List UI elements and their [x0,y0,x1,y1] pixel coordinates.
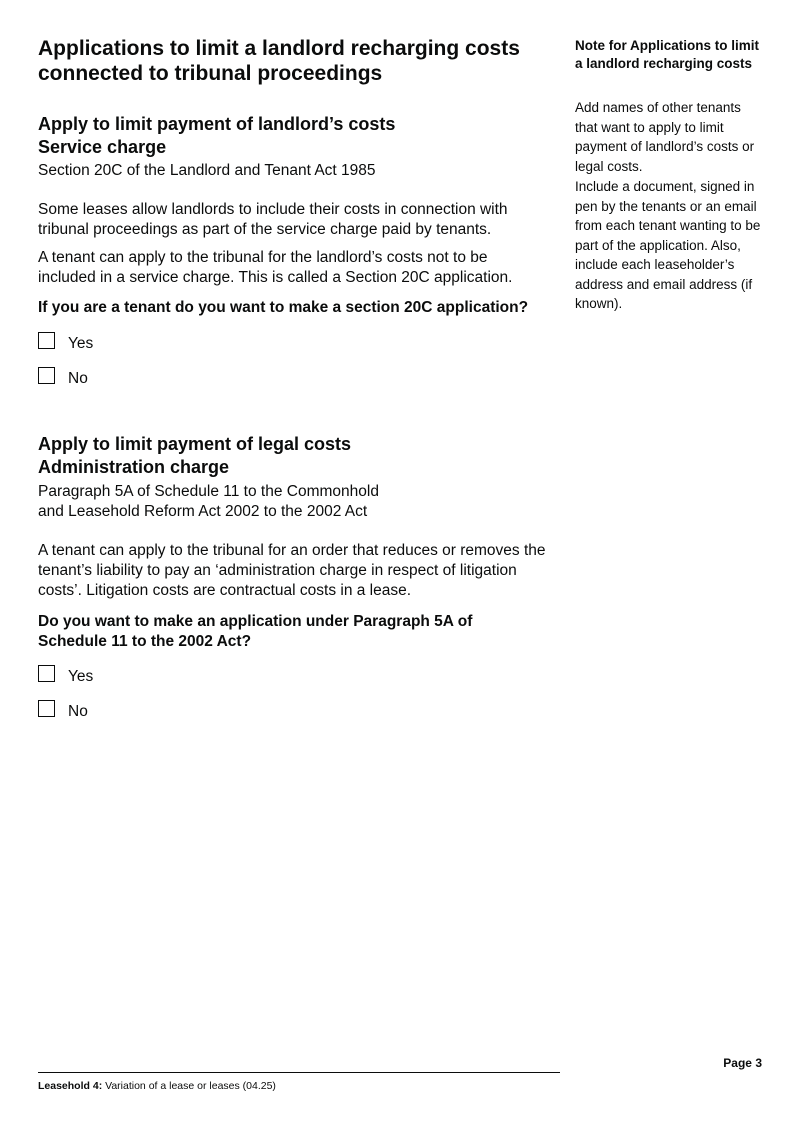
section1-no-label: No [68,370,88,387]
section1-subheading: Section 20C of the Landlord and Tenant Act 1985 [38,162,376,179]
footer-form-desc: Variation of a lease or leases (04.25) [105,1080,276,1092]
section2-para1: A tenant can apply to the tribunal for an order that reduces or removes the tenant’s liability to pay an ‘administration charge in respect of litigation costs’. Litigation costs are contractual costs in a lease. [38,542,546,599]
footer [38,1079,276,1093]
footer-form-name: Leasehold 4: [38,1080,103,1092]
section2-no-label: No [68,703,88,720]
section2-no-checkbox[interactable] [38,700,55,717]
page-title: Applications to limit a landlord recharging costs connected to tribunal proceedings [38,37,520,85]
page-number: Page 3 [723,1056,762,1070]
section2-heading-sub: Administration charge [38,457,230,477]
section2-yes-label: Yes [68,668,94,685]
section2-option-no[interactable] [38,698,88,718]
section1-no-checkbox[interactable] [38,367,55,384]
sidebar-para2: Include a document, signed in pen by the tenants or an email from each tenant wanting to be part of the application. Also, include each leaseholder’s address and email address (if known). [575,179,761,311]
section1-para2: A tenant can apply to the tribunal for the landlord’s costs not to be included in a service charge. This is called a Section 20C application. [38,249,513,286]
section1-option-yes[interactable] [38,330,93,350]
section1-heading-sub: Service charge [38,137,167,157]
section2-yes-checkbox[interactable] [38,665,55,682]
section2-subheading-line1: Paragraph 5A of Schedule 11 to the Commonhold [38,483,379,500]
section1-heading: Apply to limit payment of landlord’s costs [38,114,396,134]
section2-heading: Apply to limit payment of legal costs [38,434,352,454]
footer-divider [38,1072,560,1073]
section2-question: Do you want to make an application under Paragraph 5A of Schedule 11 to the 2002 Act? [38,613,473,650]
sidebar-para1: Add names of other tenants that want to apply to limit payment of landlord’s costs or legal costs. [575,100,755,174]
section1-yes-label: Yes [68,335,94,352]
section1-para1: Some leases allow landlords to include their costs in connection with tribunal proceedings as part of the service charge paid by tenants. [38,201,508,238]
section1-yes-checkbox[interactable] [38,332,55,349]
section1-option-no[interactable] [38,365,88,385]
section2-subheading-line2: and Leasehold Reform Act 2002 to the 2002 Act [38,503,368,520]
section1-question: If you are a tenant do you want to make a section 20C application? [38,299,529,316]
section2-option-yes[interactable] [38,663,93,683]
sidebar-heading: Note for Applications to limit a landlord recharging costs [575,38,759,71]
